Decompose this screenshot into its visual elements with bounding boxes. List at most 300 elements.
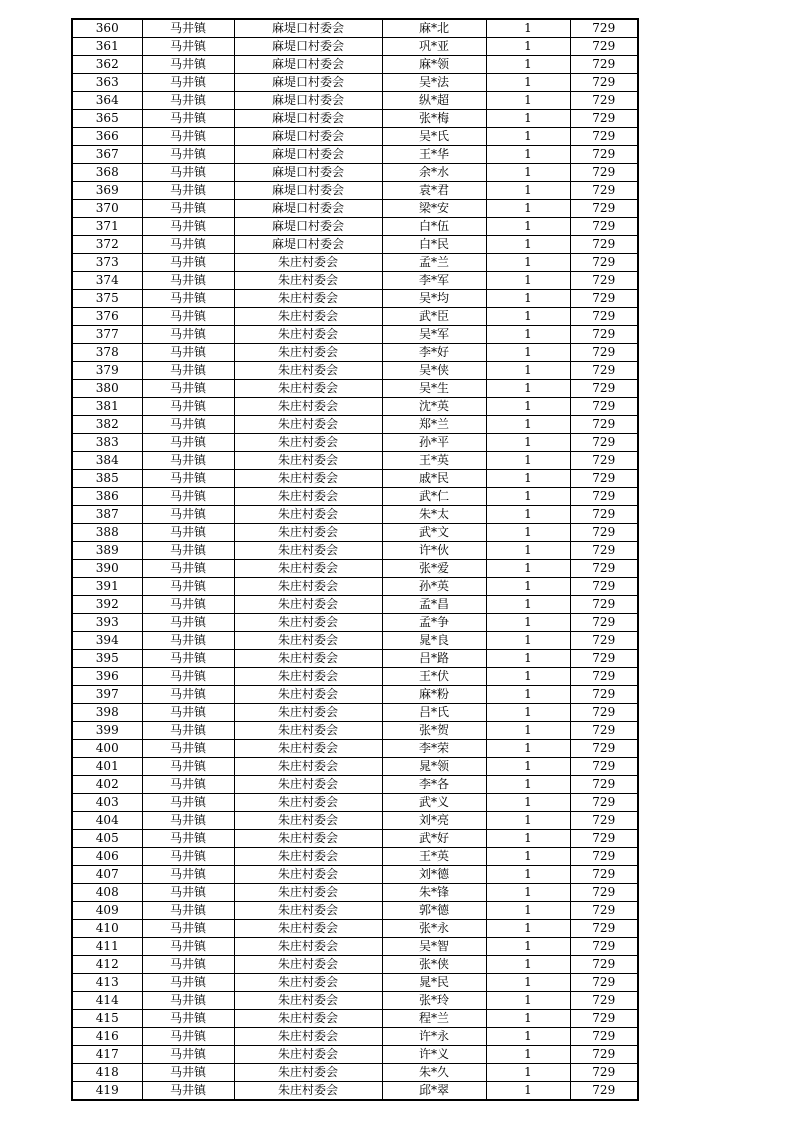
table-row <box>72 254 638 272</box>
town-cell: 马井镇 <box>142 218 234 236</box>
row-number-cell: 360 <box>72 19 142 38</box>
town-cell: 马井镇 <box>142 398 234 416</box>
row-number-cell: 397 <box>72 686 142 704</box>
amount-cell: 729 <box>570 938 638 956</box>
town-cell: 马井镇 <box>142 794 234 812</box>
table-row <box>72 272 638 290</box>
row-number-cell: 407 <box>72 866 142 884</box>
village-committee-cell: 麻堤口村委会 <box>234 164 382 182</box>
row-number-cell: 367 <box>72 146 142 164</box>
amount-cell: 729 <box>570 848 638 866</box>
roster-table-body <box>72 19 638 1100</box>
amount-cell: 729 <box>570 344 638 362</box>
town-cell: 马井镇 <box>142 146 234 164</box>
table-row <box>72 362 638 380</box>
village-committee-cell: 麻堤口村委会 <box>234 38 382 56</box>
row-number-cell: 387 <box>72 506 142 524</box>
table-row <box>72 398 638 416</box>
row-number-cell: 419 <box>72 1082 142 1101</box>
count-cell: 1 <box>486 1028 570 1046</box>
count-cell: 1 <box>486 614 570 632</box>
amount-cell: 729 <box>570 254 638 272</box>
village-committee-cell: 麻堤口村委会 <box>234 92 382 110</box>
amount-cell: 729 <box>570 560 638 578</box>
count-cell: 1 <box>486 416 570 434</box>
amount-cell: 729 <box>570 19 638 38</box>
village-committee-cell: 朱庄村委会 <box>234 1064 382 1082</box>
town-cell: 马井镇 <box>142 812 234 830</box>
name-cell: 白*伍 <box>382 218 486 236</box>
table-row <box>72 992 638 1010</box>
name-cell: 麻*领 <box>382 56 486 74</box>
row-number-cell: 384 <box>72 452 142 470</box>
row-number-cell: 391 <box>72 578 142 596</box>
village-committee-cell: 朱庄村委会 <box>234 992 382 1010</box>
town-cell: 马井镇 <box>142 758 234 776</box>
table-row <box>72 974 638 992</box>
name-cell: 袁*君 <box>382 182 486 200</box>
name-cell: 郭*德 <box>382 902 486 920</box>
row-number-cell: 388 <box>72 524 142 542</box>
row-number-cell: 412 <box>72 956 142 974</box>
row-number-cell: 417 <box>72 1046 142 1064</box>
amount-cell: 729 <box>570 398 638 416</box>
count-cell: 1 <box>486 236 570 254</box>
row-number-cell: 405 <box>72 830 142 848</box>
table-row <box>72 848 638 866</box>
count-cell: 1 <box>486 164 570 182</box>
amount-cell: 729 <box>570 380 638 398</box>
count-cell: 1 <box>486 920 570 938</box>
name-cell: 武*臣 <box>382 308 486 326</box>
count-cell: 1 <box>486 146 570 164</box>
count-cell: 1 <box>486 254 570 272</box>
amount-cell: 729 <box>570 290 638 308</box>
amount-cell: 729 <box>570 866 638 884</box>
amount-cell: 729 <box>570 974 638 992</box>
name-cell: 孙*平 <box>382 434 486 452</box>
town-cell: 马井镇 <box>142 1046 234 1064</box>
row-number-cell: 372 <box>72 236 142 254</box>
count-cell: 1 <box>486 74 570 92</box>
village-committee-cell: 朱庄村委会 <box>234 686 382 704</box>
amount-cell: 729 <box>570 1046 638 1064</box>
village-committee-cell: 朱庄村委会 <box>234 560 382 578</box>
amount-cell: 729 <box>570 542 638 560</box>
row-number-cell: 362 <box>72 56 142 74</box>
name-cell: 王*英 <box>382 848 486 866</box>
count-cell: 1 <box>486 362 570 380</box>
village-committee-cell: 朱庄村委会 <box>234 326 382 344</box>
count-cell: 1 <box>486 326 570 344</box>
row-number-cell: 375 <box>72 290 142 308</box>
table-row <box>72 452 638 470</box>
town-cell: 马井镇 <box>142 19 234 38</box>
table-row <box>72 830 638 848</box>
town-cell: 马井镇 <box>142 416 234 434</box>
amount-cell: 729 <box>570 326 638 344</box>
village-committee-cell: 朱庄村委会 <box>234 452 382 470</box>
row-number-cell: 386 <box>72 488 142 506</box>
table-row <box>72 1028 638 1046</box>
village-committee-cell: 朱庄村委会 <box>234 812 382 830</box>
name-cell: 李*好 <box>382 344 486 362</box>
village-committee-cell: 朱庄村委会 <box>234 506 382 524</box>
row-number-cell: 416 <box>72 1028 142 1046</box>
count-cell: 1 <box>486 902 570 920</box>
town-cell: 马井镇 <box>142 830 234 848</box>
count-cell: 1 <box>486 434 570 452</box>
village-committee-cell: 麻堤口村委会 <box>234 19 382 38</box>
village-committee-cell: 朱庄村委会 <box>234 1028 382 1046</box>
amount-cell: 729 <box>570 362 638 380</box>
count-cell: 1 <box>486 38 570 56</box>
table-row <box>72 578 638 596</box>
town-cell: 马井镇 <box>142 578 234 596</box>
name-cell: 李*军 <box>382 272 486 290</box>
table-row <box>72 740 638 758</box>
table-row <box>72 92 638 110</box>
town-cell: 马井镇 <box>142 290 234 308</box>
name-cell: 许*永 <box>382 1028 486 1046</box>
amount-cell: 729 <box>570 470 638 488</box>
town-cell: 马井镇 <box>142 920 234 938</box>
name-cell: 张*梅 <box>382 110 486 128</box>
amount-cell: 729 <box>570 668 638 686</box>
name-cell: 李*各 <box>382 776 486 794</box>
amount-cell: 729 <box>570 272 638 290</box>
village-committee-cell: 朱庄村委会 <box>234 614 382 632</box>
row-number-cell: 369 <box>72 182 142 200</box>
count-cell: 1 <box>486 92 570 110</box>
town-cell: 马井镇 <box>142 542 234 560</box>
table-row <box>72 1064 638 1082</box>
table-row <box>72 776 638 794</box>
village-committee-cell: 朱庄村委会 <box>234 344 382 362</box>
town-cell: 马井镇 <box>142 686 234 704</box>
row-number-cell: 411 <box>72 938 142 956</box>
name-cell: 孙*英 <box>382 578 486 596</box>
village-committee-cell: 朱庄村委会 <box>234 416 382 434</box>
village-committee-cell: 朱庄村委会 <box>234 1082 382 1101</box>
village-committee-cell: 朱庄村委会 <box>234 398 382 416</box>
town-cell: 马井镇 <box>142 164 234 182</box>
town-cell: 马井镇 <box>142 1028 234 1046</box>
amount-cell: 729 <box>570 776 638 794</box>
table-row <box>72 686 638 704</box>
town-cell: 马井镇 <box>142 938 234 956</box>
row-number-cell: 413 <box>72 974 142 992</box>
name-cell: 孟*争 <box>382 614 486 632</box>
town-cell: 马井镇 <box>142 974 234 992</box>
row-number-cell: 370 <box>72 200 142 218</box>
count-cell: 1 <box>486 776 570 794</box>
amount-cell: 729 <box>570 650 638 668</box>
name-cell: 戚*民 <box>382 470 486 488</box>
name-cell: 王*华 <box>382 146 486 164</box>
village-committee-cell: 朱庄村委会 <box>234 362 382 380</box>
town-cell: 马井镇 <box>142 452 234 470</box>
count-cell: 1 <box>486 722 570 740</box>
amount-cell: 729 <box>570 794 638 812</box>
row-number-cell: 373 <box>72 254 142 272</box>
table-row <box>72 920 638 938</box>
town-cell: 马井镇 <box>142 632 234 650</box>
name-cell: 程*兰 <box>382 1010 486 1028</box>
row-number-cell: 383 <box>72 434 142 452</box>
count-cell: 1 <box>486 506 570 524</box>
name-cell: 纵*超 <box>382 92 486 110</box>
amount-cell: 729 <box>570 110 638 128</box>
row-number-cell: 385 <box>72 470 142 488</box>
town-cell: 马井镇 <box>142 740 234 758</box>
name-cell: 张*永 <box>382 920 486 938</box>
town-cell: 马井镇 <box>142 560 234 578</box>
name-cell: 余*水 <box>382 164 486 182</box>
row-number-cell: 398 <box>72 704 142 722</box>
table-row <box>72 110 638 128</box>
name-cell: 刘*德 <box>382 866 486 884</box>
name-cell: 白*民 <box>382 236 486 254</box>
count-cell: 1 <box>486 380 570 398</box>
table-row <box>72 668 638 686</box>
village-committee-cell: 麻堤口村委会 <box>234 56 382 74</box>
row-number-cell: 409 <box>72 902 142 920</box>
table-row <box>72 1046 638 1064</box>
count-cell: 1 <box>486 1010 570 1028</box>
count-cell: 1 <box>486 956 570 974</box>
name-cell: 吴*氏 <box>382 128 486 146</box>
count-cell: 1 <box>486 650 570 668</box>
row-number-cell: 406 <box>72 848 142 866</box>
name-cell: 吴*生 <box>382 380 486 398</box>
name-cell: 张*贺 <box>382 722 486 740</box>
name-cell: 吴*侠 <box>382 362 486 380</box>
amount-cell: 729 <box>570 596 638 614</box>
name-cell: 吴*军 <box>382 326 486 344</box>
name-cell: 许*伙 <box>382 542 486 560</box>
count-cell: 1 <box>486 866 570 884</box>
count-cell: 1 <box>486 470 570 488</box>
town-cell: 马井镇 <box>142 866 234 884</box>
amount-cell: 729 <box>570 146 638 164</box>
amount-cell: 729 <box>570 218 638 236</box>
town-cell: 马井镇 <box>142 488 234 506</box>
village-committee-cell: 朱庄村委会 <box>234 866 382 884</box>
count-cell: 1 <box>486 110 570 128</box>
town-cell: 马井镇 <box>142 614 234 632</box>
town-cell: 马井镇 <box>142 308 234 326</box>
table-row <box>72 344 638 362</box>
village-committee-cell: 朱庄村委会 <box>234 380 382 398</box>
count-cell: 1 <box>486 542 570 560</box>
count-cell: 1 <box>486 794 570 812</box>
town-cell: 马井镇 <box>142 380 234 398</box>
village-committee-cell: 朱庄村委会 <box>234 524 382 542</box>
row-number-cell: 374 <box>72 272 142 290</box>
count-cell: 1 <box>486 19 570 38</box>
town-cell: 马井镇 <box>142 992 234 1010</box>
village-committee-cell: 朱庄村委会 <box>234 956 382 974</box>
name-cell: 麻*粉 <box>382 686 486 704</box>
town-cell: 马井镇 <box>142 596 234 614</box>
count-cell: 1 <box>486 1064 570 1082</box>
count-cell: 1 <box>486 452 570 470</box>
amount-cell: 729 <box>570 722 638 740</box>
table-row <box>72 704 638 722</box>
amount-cell: 729 <box>570 686 638 704</box>
village-committee-cell: 朱庄村委会 <box>234 704 382 722</box>
village-committee-cell: 朱庄村委会 <box>234 578 382 596</box>
row-number-cell: 400 <box>72 740 142 758</box>
table-row <box>72 326 638 344</box>
village-committee-cell: 朱庄村委会 <box>234 740 382 758</box>
count-cell: 1 <box>486 308 570 326</box>
town-cell: 马井镇 <box>142 884 234 902</box>
name-cell: 孟*兰 <box>382 254 486 272</box>
row-number-cell: 378 <box>72 344 142 362</box>
count-cell: 1 <box>486 686 570 704</box>
table-row <box>72 758 638 776</box>
table-row <box>72 128 638 146</box>
amount-cell: 729 <box>570 704 638 722</box>
count-cell: 1 <box>486 560 570 578</box>
town-cell: 马井镇 <box>142 722 234 740</box>
table-row <box>72 902 638 920</box>
count-cell: 1 <box>486 668 570 686</box>
village-committee-cell: 朱庄村委会 <box>234 632 382 650</box>
name-cell: 麻*北 <box>382 19 486 38</box>
name-cell: 王*伏 <box>382 668 486 686</box>
village-committee-cell: 麻堤口村委会 <box>234 200 382 218</box>
table-row <box>72 470 638 488</box>
count-cell: 1 <box>486 200 570 218</box>
village-committee-cell: 朱庄村委会 <box>234 488 382 506</box>
amount-cell: 729 <box>570 902 638 920</box>
town-cell: 马井镇 <box>142 776 234 794</box>
town-cell: 马井镇 <box>142 326 234 344</box>
village-committee-cell: 朱庄村委会 <box>234 308 382 326</box>
count-cell: 1 <box>486 218 570 236</box>
amount-cell: 729 <box>570 164 638 182</box>
amount-cell: 729 <box>570 992 638 1010</box>
count-cell: 1 <box>486 992 570 1010</box>
count-cell: 1 <box>486 974 570 992</box>
table-row <box>72 866 638 884</box>
village-committee-cell: 朱庄村委会 <box>234 1010 382 1028</box>
town-cell: 马井镇 <box>142 848 234 866</box>
amount-cell: 729 <box>570 812 638 830</box>
village-committee-cell: 朱庄村委会 <box>234 884 382 902</box>
village-committee-cell: 朱庄村委会 <box>234 722 382 740</box>
table-row <box>72 938 638 956</box>
row-number-cell: 365 <box>72 110 142 128</box>
table-row <box>72 722 638 740</box>
name-cell: 刘*亮 <box>382 812 486 830</box>
amount-cell: 729 <box>570 74 638 92</box>
name-cell: 张*爱 <box>382 560 486 578</box>
count-cell: 1 <box>486 812 570 830</box>
town-cell: 马井镇 <box>142 1082 234 1101</box>
table-row <box>72 596 638 614</box>
name-cell: 孟*昌 <box>382 596 486 614</box>
count-cell: 1 <box>486 182 570 200</box>
amount-cell: 729 <box>570 128 638 146</box>
town-cell: 马井镇 <box>142 182 234 200</box>
name-cell: 张*玲 <box>382 992 486 1010</box>
village-committee-cell: 朱庄村委会 <box>234 848 382 866</box>
table-row <box>72 146 638 164</box>
town-cell: 马井镇 <box>142 506 234 524</box>
table-row <box>72 416 638 434</box>
name-cell: 吕*氏 <box>382 704 486 722</box>
town-cell: 马井镇 <box>142 272 234 290</box>
amount-cell: 729 <box>570 1010 638 1028</box>
row-number-cell: 363 <box>72 74 142 92</box>
row-number-cell: 376 <box>72 308 142 326</box>
table-row <box>72 434 638 452</box>
row-number-cell: 377 <box>72 326 142 344</box>
table-row <box>72 884 638 902</box>
table-row <box>72 632 638 650</box>
table-row <box>72 650 638 668</box>
village-committee-cell: 麻堤口村委会 <box>234 236 382 254</box>
row-number-cell: 395 <box>72 650 142 668</box>
count-cell: 1 <box>486 488 570 506</box>
town-cell: 马井镇 <box>142 254 234 272</box>
amount-cell: 729 <box>570 632 638 650</box>
name-cell: 吕*路 <box>382 650 486 668</box>
table-row <box>72 542 638 560</box>
name-cell: 沈*英 <box>382 398 486 416</box>
amount-cell: 729 <box>570 56 638 74</box>
count-cell: 1 <box>486 398 570 416</box>
name-cell: 郑*兰 <box>382 416 486 434</box>
name-cell: 朱*太 <box>382 506 486 524</box>
village-committee-cell: 朱庄村委会 <box>234 650 382 668</box>
amount-cell: 729 <box>570 578 638 596</box>
village-committee-cell: 朱庄村委会 <box>234 938 382 956</box>
roster-table <box>71 18 639 1101</box>
row-number-cell: 401 <box>72 758 142 776</box>
amount-cell: 729 <box>570 956 638 974</box>
amount-cell: 729 <box>570 884 638 902</box>
table-row <box>72 308 638 326</box>
amount-cell: 729 <box>570 758 638 776</box>
town-cell: 马井镇 <box>142 650 234 668</box>
village-committee-cell: 朱庄村委会 <box>234 254 382 272</box>
amount-cell: 729 <box>570 1028 638 1046</box>
town-cell: 马井镇 <box>142 524 234 542</box>
count-cell: 1 <box>486 578 570 596</box>
row-number-cell: 361 <box>72 38 142 56</box>
village-committee-cell: 朱庄村委会 <box>234 668 382 686</box>
name-cell: 吴*法 <box>382 74 486 92</box>
row-number-cell: 418 <box>72 1064 142 1082</box>
town-cell: 马井镇 <box>142 128 234 146</box>
amount-cell: 729 <box>570 200 638 218</box>
name-cell: 巩*亚 <box>382 38 486 56</box>
table-row <box>72 38 638 56</box>
count-cell: 1 <box>486 1046 570 1064</box>
town-cell: 马井镇 <box>142 56 234 74</box>
amount-cell: 729 <box>570 1064 638 1082</box>
name-cell: 王*英 <box>382 452 486 470</box>
amount-cell: 729 <box>570 920 638 938</box>
table-row <box>72 182 638 200</box>
village-committee-cell: 麻堤口村委会 <box>234 182 382 200</box>
name-cell: 张*侠 <box>382 956 486 974</box>
